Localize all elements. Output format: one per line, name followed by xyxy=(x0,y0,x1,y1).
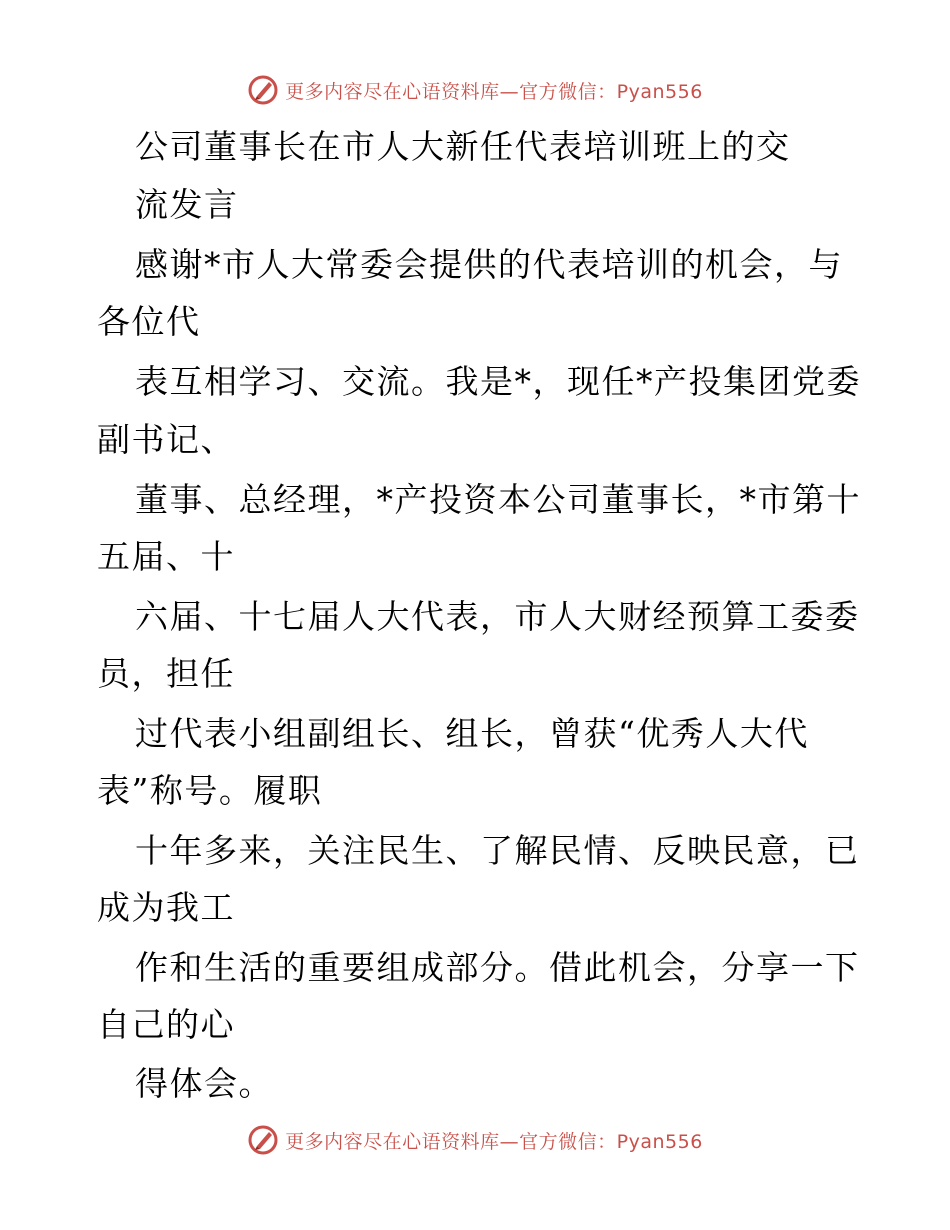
text-line: 董事、总经理，*产投资本公司董事长，*市第十 xyxy=(135,480,861,519)
text-line: 表互相学习、交流。我是*，现任*产投集团党委 xyxy=(135,362,861,401)
text-line: 感谢*市人大常委会提供的代表培训的机会，与 xyxy=(135,245,843,284)
text-line: 副书记、 xyxy=(97,420,235,459)
text-line: 过代表小组副组长、组长，曾获“优秀人大代 xyxy=(135,714,809,753)
text-line: 流发言 xyxy=(135,185,239,224)
text-line: 表”称号。履职 xyxy=(97,771,323,810)
text-line: 得体会。 xyxy=(135,1064,273,1103)
text-line: 作和生活的重要组成部分。借此机会，分享一下 xyxy=(135,948,860,987)
watermark-text: 更多内容尽在心语资料库—官方微信：Pyan556 xyxy=(285,80,703,103)
watermark-text: 更多内容尽在心语资料库—官方微信：Pyan556 xyxy=(285,1130,703,1153)
pen-logo-icon xyxy=(247,1124,279,1156)
text-line: 员，担任 xyxy=(97,654,235,693)
text-line: 各位代 xyxy=(97,302,201,341)
text-line: 自己的心 xyxy=(97,1005,235,1044)
text-line: 六届、十七届人大代表，市人大财经预算工委委 xyxy=(135,597,860,636)
text-line: 成为我工 xyxy=(97,888,235,927)
text-line: 公司董事长在市人大新任代表培训班上的交 xyxy=(135,127,791,166)
text-line: 五届、十 xyxy=(97,537,235,576)
header-watermark xyxy=(0,72,950,108)
footer-watermark xyxy=(0,1122,950,1158)
text-line: 十年多来，关注民生、了解民情、反映民意，已 xyxy=(135,831,860,870)
pen-logo-icon xyxy=(247,74,279,106)
